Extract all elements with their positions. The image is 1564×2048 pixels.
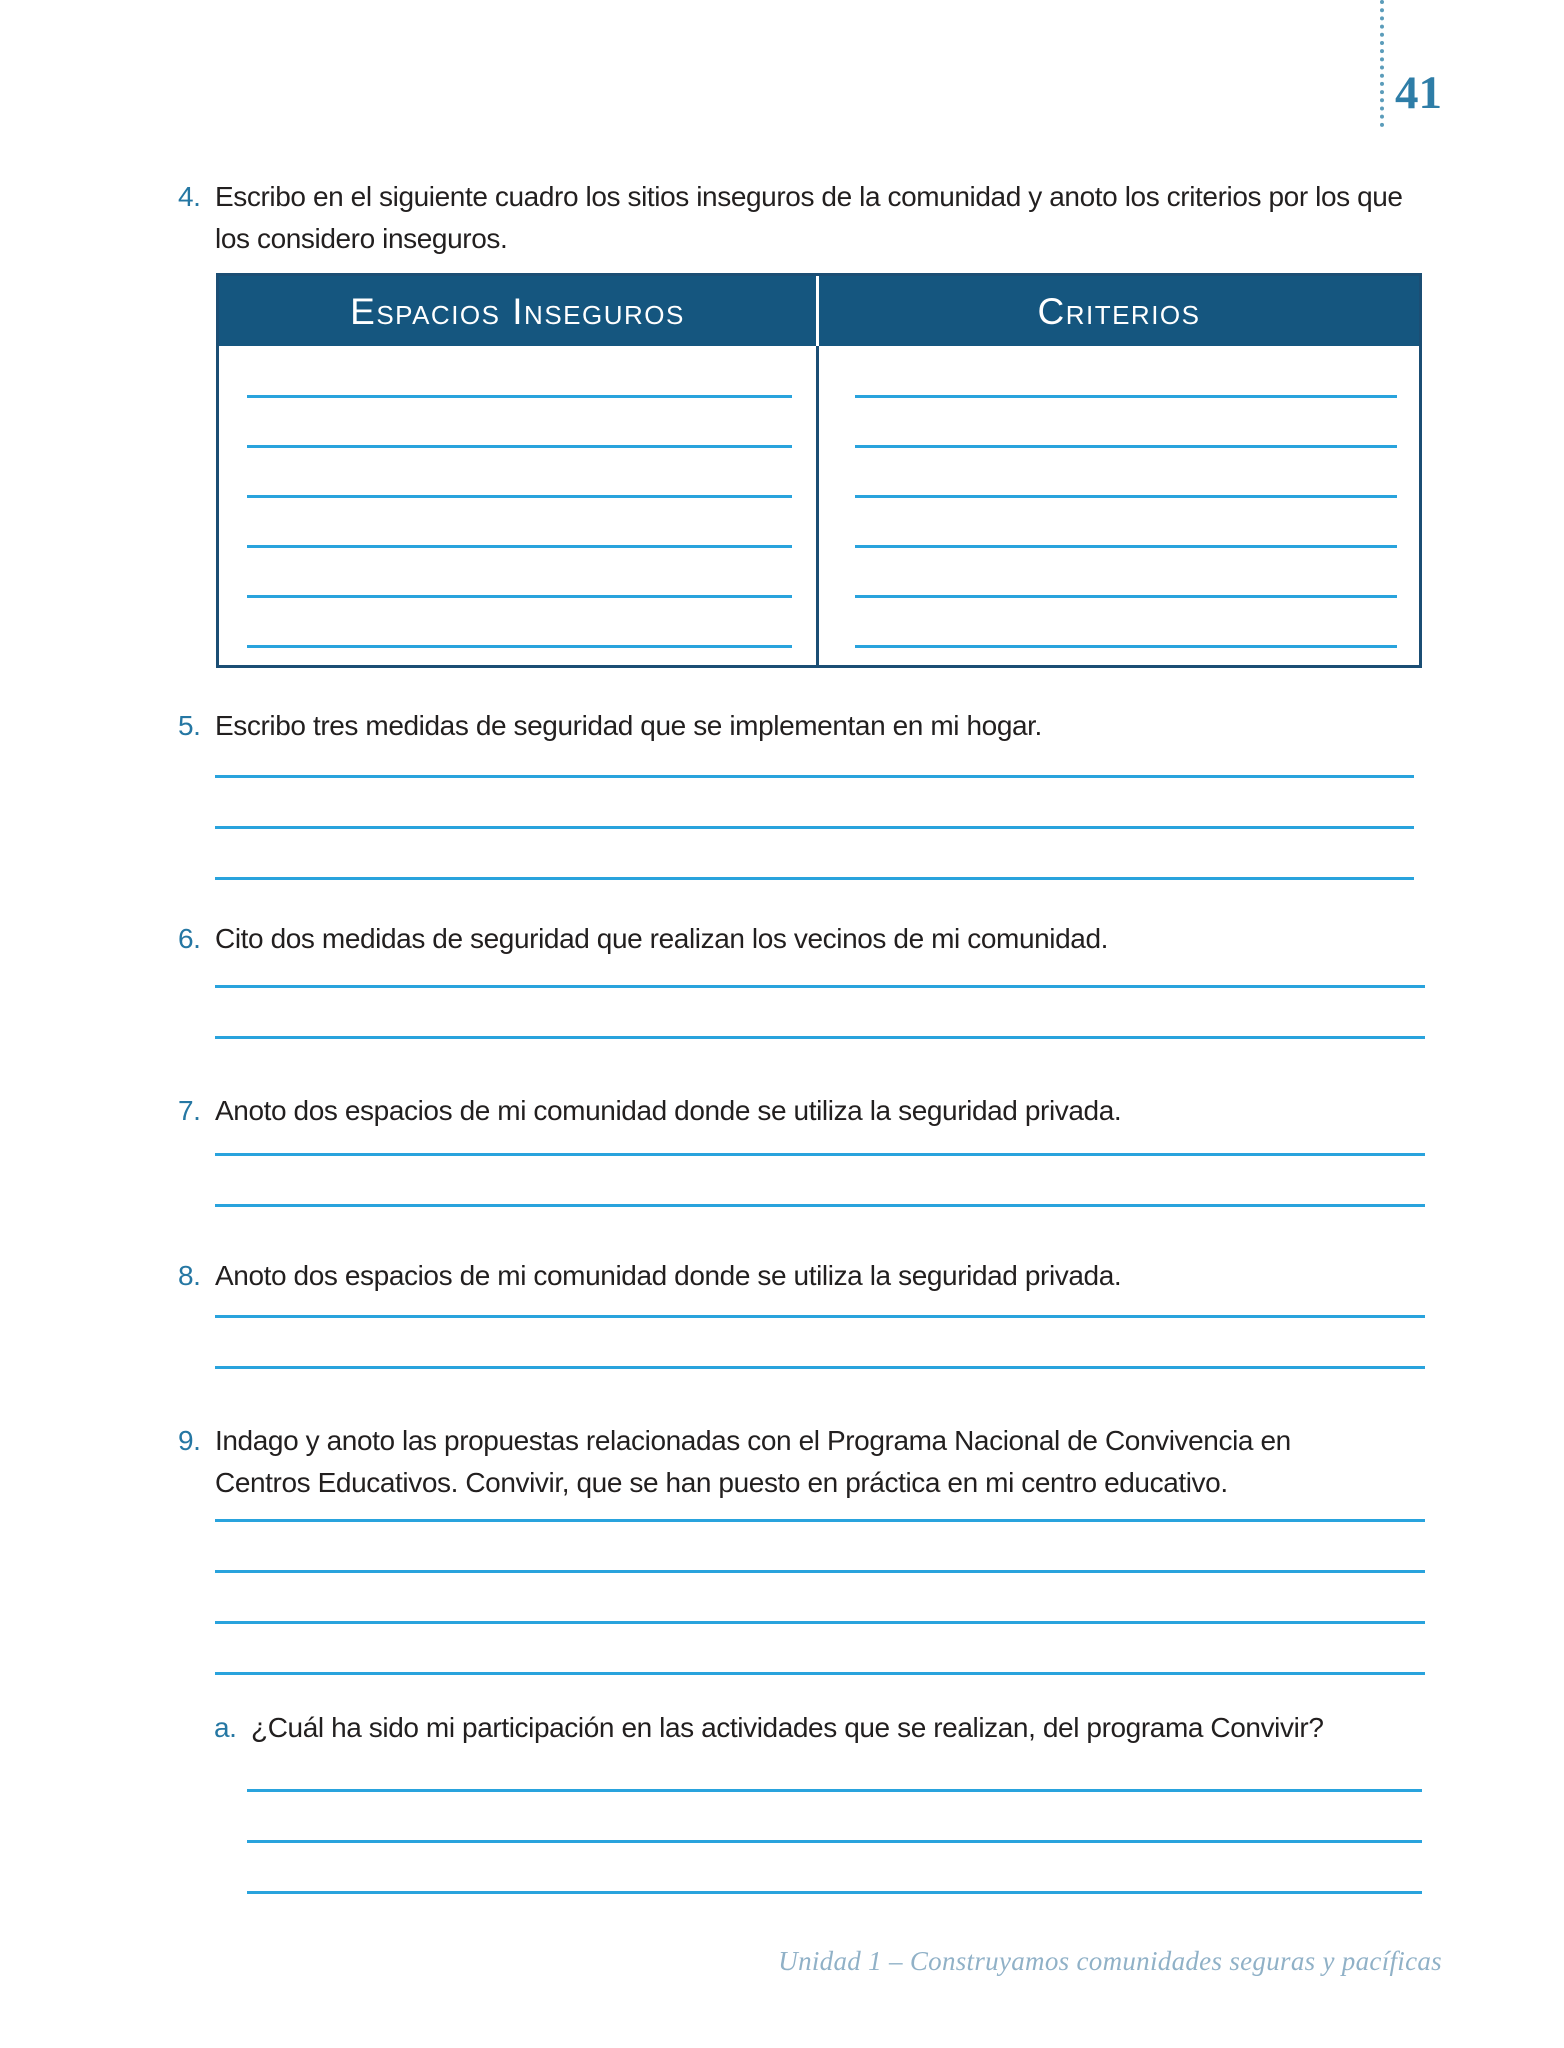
item-a-letter: a. [214, 1712, 237, 1743]
item-6-text: Cito dos medidas de seguridad que realizan los vecinos de mi comunidad. [215, 923, 1109, 954]
writing-line [247, 398, 792, 448]
page-number: 41 [1395, 67, 1442, 119]
table-body [219, 346, 1419, 665]
item-9-number: 9. [178, 1425, 201, 1456]
writing-line [247, 548, 792, 598]
writing-line [855, 448, 1397, 498]
item-8-number: 8. [178, 1260, 201, 1291]
item-5-text: Escribo tres medidas de seguridad que se implementan en mi hogar. [215, 710, 1042, 741]
table-header-espacios-inseguros: Espacios Inseguros [219, 276, 819, 346]
writing-line [247, 1843, 1422, 1894]
writing-line [855, 498, 1397, 548]
item-9-text: Indago y anoto las propuestas relacionadas con el Programa Nacional de Convivencia en Centros Educativos. Convivir, que se han puesto en práctica en mi centro educativo. [215, 1425, 1291, 1498]
writing-line [855, 348, 1397, 398]
writing-line [215, 1156, 1425, 1207]
unsafe-spaces-table [216, 273, 1422, 668]
page-number-dotted-line [1380, 0, 1384, 127]
writing-line [215, 1318, 1425, 1369]
item-7-number: 7. [178, 1095, 201, 1126]
writing-line [215, 937, 1425, 988]
writing-line [215, 1267, 1425, 1318]
answer-lines-item-a [247, 1741, 1422, 1894]
writing-line [855, 548, 1397, 598]
item-5-number: 5. [178, 710, 201, 741]
writing-line [215, 829, 1414, 880]
table-column-criterios [819, 346, 1419, 665]
writing-line [215, 778, 1414, 829]
writing-line [247, 498, 792, 548]
writing-line [247, 1792, 1422, 1843]
item-a-text: ¿Cuál ha sido mi participación en las actividades que se realizan, del programa Convivir? [251, 1712, 1324, 1743]
writing-line [247, 348, 792, 398]
writing-line [215, 1624, 1425, 1675]
answer-lines-item-6 [215, 937, 1425, 1039]
item-4-number: 4. [178, 181, 201, 212]
item-7-text: Anoto dos espacios de mi comunidad donde se utiliza la seguridad privada. [215, 1095, 1122, 1126]
writing-line [855, 598, 1397, 648]
exercise-item-4 [178, 176, 1423, 260]
answer-lines-item-7 [215, 1105, 1425, 1207]
writing-line [215, 988, 1425, 1039]
writing-line [215, 1105, 1425, 1156]
writing-line [215, 1471, 1425, 1522]
table-header-criterios: Criterios [1037, 290, 1201, 332]
writing-line [215, 1573, 1425, 1624]
writing-line [247, 598, 792, 648]
writing-line [215, 1522, 1425, 1573]
answer-lines-item-8 [215, 1267, 1425, 1369]
table-column-espacios-inseguros [219, 346, 819, 665]
table-header-row [219, 276, 1419, 346]
item-4-text: Escribo en el siguiente cuadro los sitios inseguros de la comunidad y anoto los criterios por los que los considero inseguros. [215, 181, 1403, 254]
writing-line [855, 398, 1397, 448]
writing-line [215, 727, 1414, 778]
writing-line [247, 1741, 1422, 1792]
answer-lines-item-5 [215, 727, 1414, 880]
unit-footer-text: Unidad 1 – Construyamos comunidades seguras y pacíficas [778, 1946, 1442, 1976]
writing-line [247, 448, 792, 498]
answer-lines-item-9 [215, 1471, 1425, 1675]
item-6-number: 6. [178, 923, 201, 954]
item-8-text: Anoto dos espacios de mi comunidad donde se utiliza la seguridad privada. [215, 1260, 1122, 1291]
